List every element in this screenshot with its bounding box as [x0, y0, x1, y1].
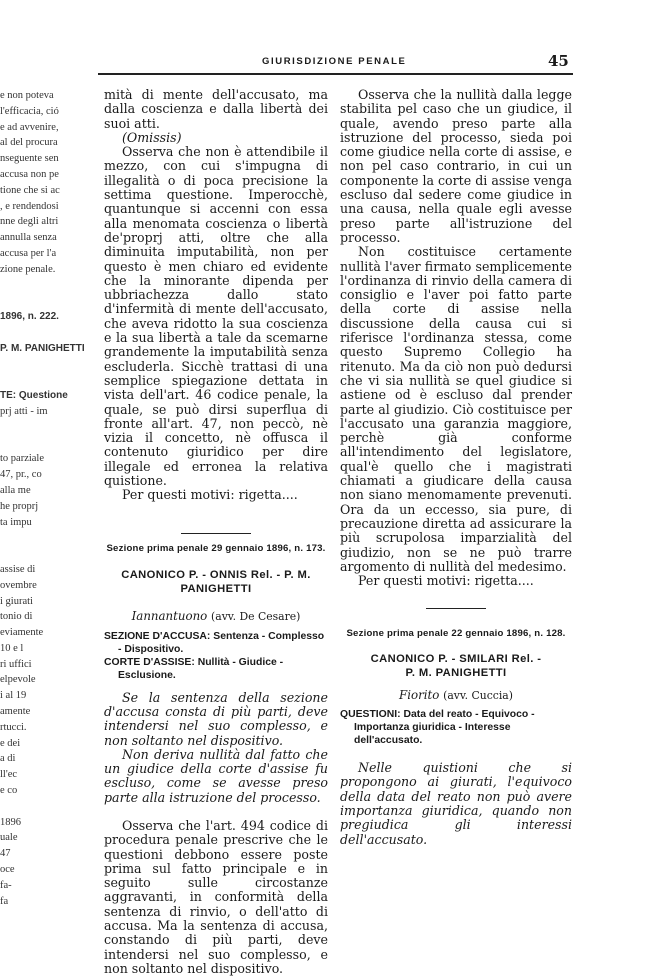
- edge-fragment: ll'ec: [0, 769, 18, 781]
- subject-text: Nullità - Giudice - Esclusione.: [118, 657, 284, 682]
- edge-fragment: zione penale.: [0, 263, 56, 275]
- edge-fragment: P. M. PANIGHETTI: [0, 342, 85, 354]
- edge-fragment: [0, 293, 70, 309]
- omissis: (Omissis): [122, 129, 182, 145]
- subject-text: Sentenza - Complesso - Dispositivo.: [118, 630, 325, 655]
- separator-rule: [181, 533, 251, 534]
- edge-fragment: oce: [0, 864, 15, 876]
- edge-fragment: fa: [0, 895, 9, 907]
- edge-fragment: tione che si ac: [0, 184, 60, 196]
- edge-fragment: TE: Questione: [0, 390, 68, 402]
- case-subjects: [340, 708, 572, 748]
- edge-fragment: [0, 372, 70, 388]
- lawyer-name: (avv. Cuccia): [443, 689, 513, 703]
- case-maxims: [340, 761, 572, 847]
- subject-line: [340, 708, 572, 748]
- maxim: Non deriva nullità dal fatto che un giudice della corte d'assise fu escluso, come se avesse preso parte alla istruzione del processo.: [104, 746, 328, 805]
- subject-label: SEZIONE D'ACCUSA:: [104, 630, 211, 642]
- edge-fragment: accusa non pe: [0, 168, 59, 180]
- edge-fragment: 10 e l: [0, 642, 24, 654]
- edge-fragment: elpevole: [0, 674, 36, 686]
- edge-fragment: eviamente: [0, 627, 44, 639]
- edge-fragment: al del procura: [0, 137, 58, 149]
- edge-fragment: e ad avvenire,: [0, 121, 59, 133]
- maxim: Nelle quistioni che si propongono ai giurati, l'equivoco della data del reato non può avere importanza giuridica, quando non pregiudica gli interessi dell'accusato.: [340, 760, 572, 847]
- maxim: Se la sentenza della sezione d'accusa consta di più parti, deve intendersi nel suo complesso, e non soltanto nel dispositivo.: [104, 689, 328, 748]
- case-names-line: P. M. PANIGHETTI: [405, 666, 507, 679]
- party-name: Fiorito: [399, 688, 440, 703]
- header-rule: [98, 73, 573, 75]
- subject-line: [104, 656, 328, 682]
- paragraph: Per questi motivi: rigetta....: [122, 487, 298, 503]
- edge-fragment: [0, 436, 70, 452]
- edge-fragment: [0, 420, 70, 436]
- lawyer-name: (avv. De Cesare): [211, 609, 301, 623]
- edge-fragment: fa-: [0, 879, 12, 891]
- paragraph: Osserva che la nullità dalla legge stabilita pel caso che un giudice, il quale, avendo preso parte alla istruzione del processo, sieda poi come giudice nella corte di assise, e non pel caso contrario, in cui un componente la corte di assise venga escluso dal sedere come giudice in una causa, nella quale egli avesse preso parte all'istruzione del processo.: [340, 87, 572, 245]
- edge-fragment: a di: [0, 753, 16, 765]
- case-subjects: [104, 630, 328, 683]
- paragraph: Osserva che non è attendibile il mezzo, con cui s'impugna di illegalità o di poca precisione la settima questione. Imperocchè, quantunque si accenni con essa alla menomata coscienza o libertà de'proprj atti, oltre che alla diminuita imputabilità, non per questo è men chiaro ed evidente che la minorante dipenda per ubbriachezza dallo stato d'infermità di mente dell'accusato, che aveva ridotto la sua coscienza e la sua libertà a tale da scemarne grandemente la imputabilità senza escluderla. Sicchè trattasi di una semplice spiegazione dettata in vista dell'art. 46 codice penale, la quale, se può dirsi superflua di fronte all'art. 47, non peccò, nè vizia il concetto, nè offusca il contenuto giuridico per dire illegale ed erronea la relativa quistione.: [104, 144, 328, 489]
- party-name: Iannantuono: [131, 608, 208, 623]
- edge-fragment: e co: [0, 785, 18, 797]
- edge-fragment: [0, 357, 70, 373]
- edge-fragment: e non poteva: [0, 90, 54, 101]
- edge-fragment: ta impu: [0, 516, 32, 528]
- edge-fragment: i giurati: [0, 595, 33, 607]
- edge-fragment: accusa per l'a: [0, 247, 57, 259]
- edge-fragment: [0, 546, 70, 562]
- left-column: [104, 88, 328, 976]
- edge-fragment: 1896, n. 222.: [0, 311, 59, 323]
- subject-label: QUESTIONI:: [340, 708, 401, 720]
- case-section-line: Sezione prima penale 22 gennaio 1896, n. 128.: [346, 628, 566, 640]
- edge-fragment: ovembre: [0, 579, 37, 591]
- edge-fragment: [0, 278, 70, 294]
- right-column: [340, 88, 572, 847]
- edge-fragment: assise di: [0, 563, 36, 575]
- edge-fragment: uale: [0, 832, 18, 844]
- case-parties: [340, 688, 572, 703]
- edge-fragment: 47, pr., co: [0, 469, 42, 481]
- edge-fragment: [0, 799, 70, 815]
- page-number: 45: [548, 52, 569, 70]
- paragraph: mità di mente dell'accusato, ma dalla coscienza e dalla libertà dei suoi atti.: [104, 87, 328, 131]
- edge-fragment: 47: [0, 848, 11, 860]
- paragraph: Per questi motivi: rigetta....: [358, 573, 534, 589]
- edge-fragment: annulla senza: [0, 232, 57, 244]
- paragraph: Osserva che l'art. 494 codice di procedura penale prescrive che le questioni debbono essere poste prima sul fatto principale e in seguito sulle circostanze aggravanti, in conformità della sentenza di rinvio, o dell'atto di accusa. Ma la sentenza di accusa, constando di più parti, deve intendersi nel suo complesso, e non soltanto nel dispositivo.: [104, 817, 328, 976]
- edge-fragment: amente: [0, 706, 31, 718]
- edge-fragment: e dei: [0, 737, 21, 749]
- case-parties: [104, 609, 328, 624]
- edge-fragment: 1896: [0, 816, 21, 828]
- paragraph: Non costituisce certamente nullità l'aver firmato semplicemente l'ordinanza di rinvio della camera di consiglio e l'aver poi fatto parte della corte di assise nella discussione della causa cui si riferisce l'ordinanza stessa, come questo Supremo Collegio ha ritenuto. Ma da ciò non può dedursi che vi sia nullità se quel giudice si astiene od è escluso dal prender parte al giudizio. Ciò costituisce per l'accusato una garanzia maggiore, perchè già conforme all'intendimento del legislatore, qual'è quello che i magistrati chiamati a giudicare della causa non siano menomamente prevenuti. Ora da un eccesso, sia pure, di precauzione diretta ad assicurare la più scrupolosa imparzialità del giudizio, non se ne può trarre argomento di nullità del medesimo.: [340, 244, 572, 574]
- edge-fragment: to parziale: [0, 453, 45, 465]
- case-section-line: Sezione prima penale 29 gennaio 1896, n. 173.: [106, 542, 326, 554]
- edge-fragment: [0, 530, 70, 546]
- edge-fragment: he proprj: [0, 500, 39, 512]
- subject-label: CORTE D'ASSISE:: [104, 657, 195, 669]
- edge-fragment: nseguente sen: [0, 153, 59, 165]
- edge-fragment: rtucci.: [0, 721, 27, 733]
- subject-text: Data del reato - Equivoco - Importanza giuridica - Interesse dell'accusato.: [354, 708, 535, 746]
- case-maxims: [104, 691, 328, 805]
- case-names-line: CANONICO P. - SMILARI Rel. -: [370, 652, 542, 665]
- case-names-line: CANONICO P. - ONNIS Rel. - P. M. PANIGHETTI: [121, 568, 311, 596]
- edge-fragment: ri uffici: [0, 658, 32, 670]
- edge-fragment: i al 19: [0, 690, 27, 702]
- running-head: GIURISDIZIONE PENALE: [262, 56, 407, 67]
- edge-fragment: prj atti - im: [0, 405, 48, 417]
- left-edge-fragments: [0, 88, 85, 909]
- edge-fragment: alla me: [0, 484, 31, 496]
- edge-fragment: [0, 325, 70, 341]
- edge-fragment: , e rendendosi: [0, 200, 59, 212]
- edge-fragment: tonio di: [0, 611, 33, 623]
- separator-rule: [426, 608, 486, 609]
- edge-fragment: l'efficacia, ció: [0, 105, 59, 117]
- subject-line: [104, 630, 328, 656]
- edge-fragment: nne degli altri: [0, 216, 59, 228]
